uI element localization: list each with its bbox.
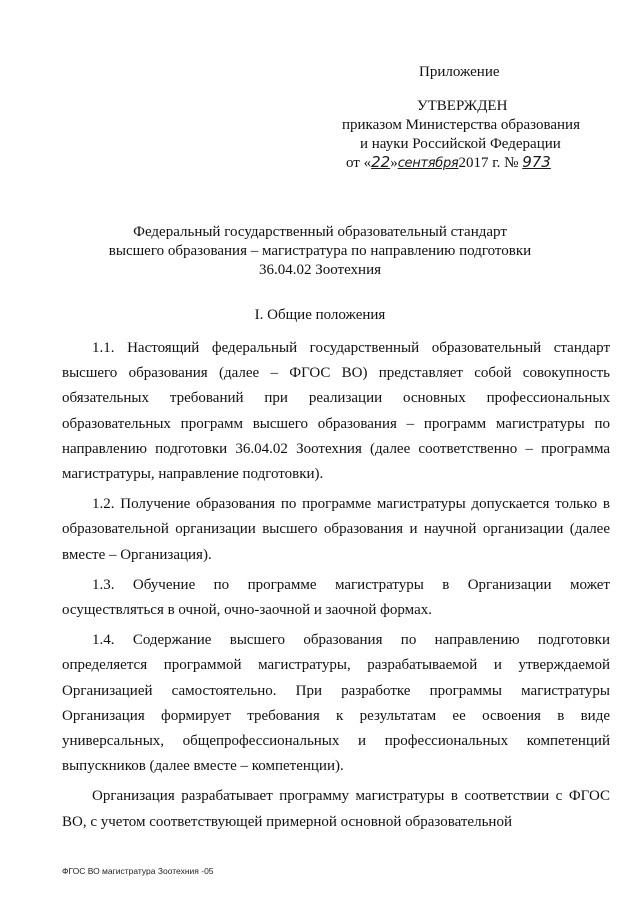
- section-heading: I. Общие положения: [254, 307, 386, 323]
- order-date-line: [346, 152, 551, 174]
- document-title-line-1: Федеральный государственный образовательный стандарт: [133, 224, 507, 240]
- document-body: [62, 336, 610, 835]
- date-year: 2017 г. №: [458, 155, 519, 171]
- paragraph-1-2: 1.2. Получение образования по программе магистратуры допускается только в образовательной организации высшего образования и научной организации (далее вместе – Организация).: [62, 496, 610, 563]
- order-line-1: приказом Министерства образования: [342, 117, 580, 133]
- date-quote: »: [390, 155, 398, 171]
- date-day-handwritten: 22: [371, 153, 391, 171]
- date-month-handwritten: сентября: [397, 156, 459, 171]
- paragraph-1-4-continued: Организация разрабатывает программу магистратуры в соответствии с ФГОС ВО, с учетом соответствующей примерной основной образовательной: [62, 788, 610, 830]
- order-number-handwritten: 973: [522, 153, 551, 171]
- document-title-line-3: 36.04.02 Зоотехния: [258, 262, 382, 278]
- approved-label: УТВЕРЖДЕН: [417, 98, 508, 114]
- date-prefix: от «: [346, 155, 372, 171]
- document-title-line-2: высшего образования – магистратура по направлению подготовки: [108, 243, 532, 259]
- paragraph-1-1: 1.1. Настоящий федеральный государственный образовательный стандарт высшего образования (далее – ФГОС ВО) представляет собой совокупность обязательных требований при реализации основных профессиональных образовательных программ высшего образования – программ магистратуры по направлению подготовки 36.04.02 Зоотехния (далее соответственно – программа магистратуры, направление подготовки).: [62, 340, 610, 483]
- paragraph-1-3: 1.3. Обучение по программе магистратуры в Организации может осуществляться в очной, очно-заочной и заочной формах.: [62, 576, 610, 619]
- paragraph-1-4: 1.4. Содержание высшего образования по направлению подготовки определяется программой магистратуры, разрабатываемой и утверждаемой Организацией самостоятельно. При разработке программы магистратуры Организация формирует требования к результатам ее освоения в виде универсальных, общепрофессиональных и профессиональных компетенций выпускников (далее вместе – компетенции).: [62, 632, 610, 775]
- page-footer: ФГОС ВО магистратура Зоотехния -05: [62, 866, 214, 876]
- appendix-label: Приложение: [419, 64, 500, 80]
- order-line-2: и науки Российской Федерации: [360, 136, 561, 152]
